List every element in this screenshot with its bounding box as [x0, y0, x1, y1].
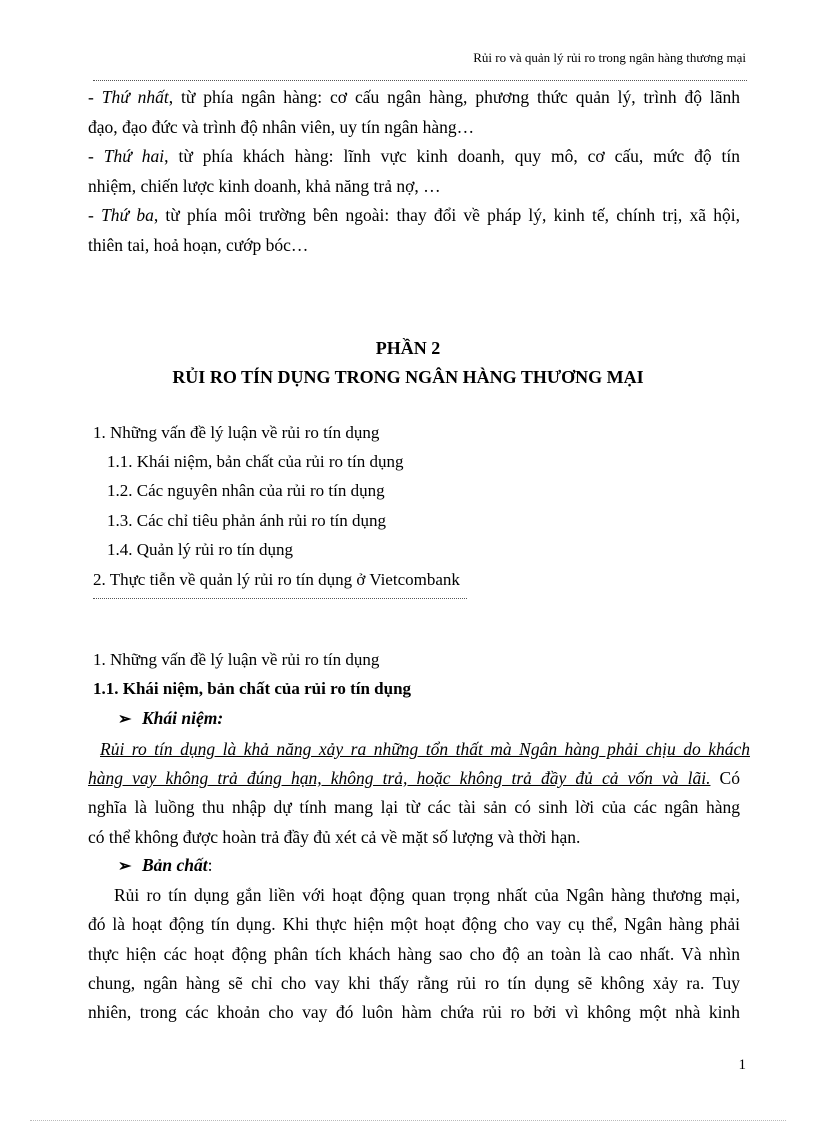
toc-item-1-4: 1.4. Quản lý rủi ro tín dụng — [107, 540, 294, 559]
concept-line-1: Rủi ro tín dụng là khả năng xảy ra những tổn thất mà Ngân hàng phải chịu do khách — [100, 739, 750, 759]
concept-label: Khái niệm: — [142, 708, 224, 728]
toc-item-1-1: 1.1. Khái niệm, bản chất của rủi ro tín dụng — [107, 452, 404, 471]
intro-item-2-line-2: nhiệm, chiến lược kinh doanh, khả năng trả nợ, … — [88, 176, 441, 196]
concept-line-3: nghĩa là luồng thu nhập dự tính mang lại từ các tài sản có sinh lời của các ngân hàng — [88, 797, 740, 817]
running-header: Rủi ro và quản lý rủi ro trong ngân hàng thương mại — [473, 50, 746, 65]
toc-item-1: 1. Những vấn đề lý luận về rủi ro tín dụng — [93, 423, 380, 442]
nature-label-row: ➢ Bản chất: — [118, 855, 213, 875]
nature-label: Bản chất — [142, 855, 208, 875]
intro-item-3-line-2: thiên tai, hoả hoạn, cướp bóc… — [88, 235, 309, 255]
nature-line-4: chung, ngân hàng sẽ chỉ cho vay khi thấy rằng rủi ro tín dụng sẽ không xảy ra. Tuy — [88, 973, 740, 993]
nature-line-1: Rủi ro tín dụng gắn liền với hoạt động quan trọng nhất của Ngân hàng thương mại, — [114, 885, 740, 905]
intro-item-2-line-1: - Thứ hai, từ phía khách hàng: lĩnh vực kinh doanh, quy mô, cơ cấu, mức độ tín — [88, 146, 741, 166]
nature-line-5: nhiên, trong các khoản cho vay đó luôn hàm chứa rủi ro bởi vì không một nhà kinh — [88, 1002, 740, 1022]
arrow-bullet-icon: ➢ — [118, 858, 132, 875]
toc-divider — [93, 598, 467, 599]
nature-line-2: đó là hoạt động tín dụng. Khi thực hiện một hoạt động cho vay cụ thể, Ngân hàng phải — [88, 914, 740, 934]
section-subheading: 1.1. Khái niệm, bản chất của rủi ro tín dụng — [93, 679, 412, 698]
page-bottom-border — [30, 1120, 786, 1121]
intro-item-3-line-1: - Thứ ba, từ phía môi trường bên ngoài: thay đổi về pháp lý, kinh tế, chính trị, xã hội, — [88, 205, 741, 225]
concept-line-2: hàng vay không trả đúng hạn, không trả, hoặc không trả đầy đủ cả vốn và lãi. Có — [88, 768, 740, 788]
section-heading: 1. Những vấn đề lý luận về rủi ro tín dụng — [93, 650, 380, 669]
concept-line-4: có thể không được hoàn trả đầy đủ xét cả về mặt số lượng và thời hạn. — [88, 827, 581, 847]
toc-item-1-2: 1.2. Các nguyên nhân của rủi ro tín dụng — [107, 481, 385, 500]
header-divider — [93, 80, 747, 81]
arrow-bullet-icon: ➢ — [118, 711, 132, 728]
concept-label-row — [118, 708, 223, 729]
page-number: 1 — [738, 1057, 746, 1073]
nature-line-3: thực hiện các hoạt động phân tích khách hàng sao cho độ an toàn là cao nhất. Và nhìn — [88, 944, 740, 964]
part-title: RỦI RO TÍN DỤNG TRONG NGÂN HÀNG THƯƠNG MẠI — [172, 367, 644, 387]
intro-item-1-line-1: - Thứ nhất, từ phía ngân hàng: cơ cấu ngân hàng, phương thức quản lý, trình độ lãnh — [88, 87, 741, 107]
toc-item-2: 2. Thực tiễn về quản lý rủi ro tín dụng ở Vietcombank — [93, 570, 460, 589]
intro-item-1-line-2: đạo, đạo đức và trình độ nhân viên, uy tín ngân hàng… — [88, 117, 475, 137]
toc-item-1-3: 1.3. Các chỉ tiêu phản ánh rủi ro tín dụng — [107, 511, 387, 530]
part-number: PHẦN 2 — [375, 338, 441, 358]
